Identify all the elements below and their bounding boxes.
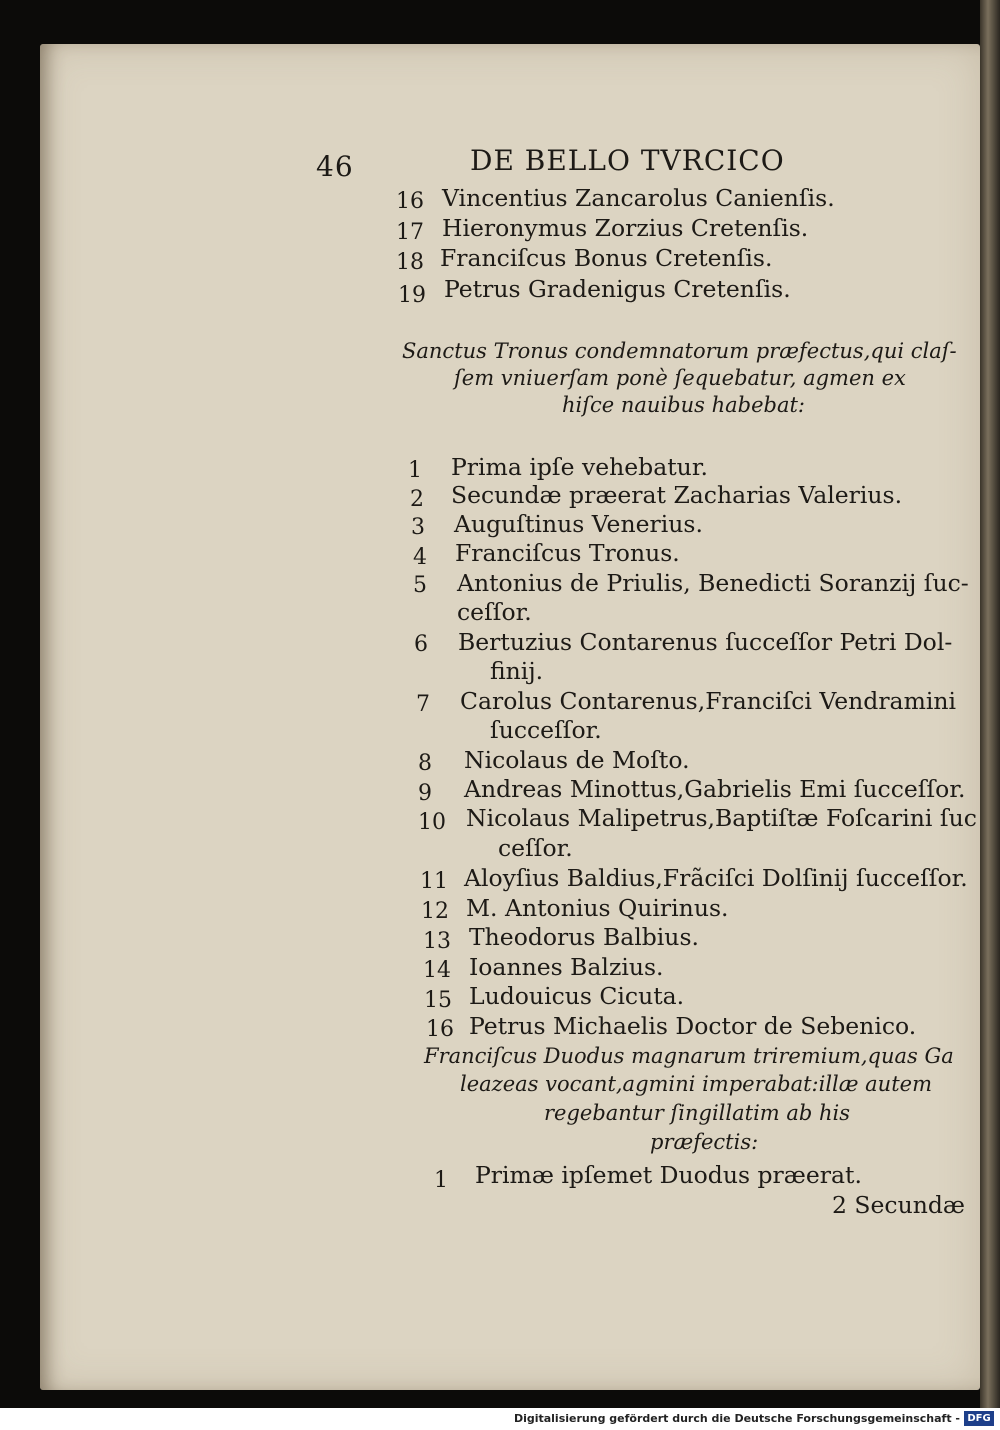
list-item-number: 18 [396, 250, 424, 275]
section-caption-line: hiſce nauibus habebat: [562, 393, 805, 417]
section-caption-line: Franciſcus Duodus magnarum triremium,quas Ga [424, 1044, 954, 1068]
funding-notice: Digitalisierung gefördert durch die Deutsche Forschungsgemeinschaft - [513, 1412, 960, 1425]
section-caption-line: regebantur ſingillatim ab his [544, 1101, 851, 1125]
list-item-text: Vincentius Zancarolus Canienſis. [442, 184, 835, 212]
list-item-text: Primæ ipſemet Duodus præerat. [475, 1161, 862, 1189]
list-item-text: M. Antonius Quirinus. [466, 894, 729, 922]
list-item-text: Auguſtinus Venerius. [454, 510, 703, 538]
catchword: 2 Secundæ [832, 1191, 965, 1219]
list-item-text: Nicolaus de Moſto. [464, 746, 690, 774]
list-item-number: 14 [423, 958, 451, 983]
list-item-number: 13 [423, 929, 451, 954]
section-caption-line: leazeas vocant,agmini imperabat:illæ autem [460, 1072, 932, 1096]
list-item-number: 6 [414, 632, 428, 657]
list-item-text: Hieronymus Zorzius Cretenſis. [442, 214, 809, 242]
list-item-text: Carolus Contarenus,Franciſci Vendramini [460, 687, 957, 715]
list-item-number: 9 [418, 781, 432, 806]
list-item-text-continuation: ſucceſſor. [490, 716, 602, 744]
dfg-logo: DFG [964, 1411, 994, 1426]
page-number: 46 [316, 150, 354, 183]
list-item-text: Petrus Michaelis Doctor de Sebenico. [469, 1012, 917, 1040]
list-item-text: Andreas Minottus,Gabrielis Emi ſucceſſor. [464, 775, 966, 803]
list-item-text: Secundæ præerat Zacharias Valerius. [451, 481, 903, 509]
running-head: DE BELLO TVRCICO [470, 144, 785, 177]
list-item-number: 10 [418, 810, 446, 835]
list-item-text: Theodorus Balbius. [469, 923, 699, 951]
page-edge [980, 0, 1000, 1408]
list-item-text: Aloyſius Baldius,Frãciſci Dolſinij ſucceſſor. [464, 864, 968, 892]
list-item-text-continuation: ceſſor. [498, 834, 573, 862]
list-item-number: 15 [424, 988, 452, 1013]
section-caption-line: præfectis: [650, 1130, 759, 1154]
list-item-number: 16 [396, 189, 424, 214]
list-item-number: 16 [426, 1017, 454, 1042]
footer-bar [0, 1408, 1000, 1430]
list-item-number: 5 [413, 573, 427, 598]
list-item-text-continuation: ceſſor. [457, 598, 532, 626]
list-item-number: 7 [416, 692, 430, 717]
list-item-number: 3 [411, 515, 425, 540]
section-caption-line: ſem vniuerſam ponè ſequebatur, agmen ex [454, 366, 906, 390]
list-item-number: 19 [398, 283, 426, 308]
list-item-text: Prima ipſe vehebatur. [451, 453, 708, 481]
list-item-number: 11 [420, 869, 448, 894]
list-item-text-continuation: finij. [490, 657, 544, 685]
list-item-text: Ioannes Balzius. [469, 953, 664, 981]
list-item-number: 8 [418, 751, 432, 776]
list-item-number: 1 [434, 1168, 448, 1193]
list-item-text: Nicolaus Malipetrus,Baptiſtæ Foſcarini ſuc [466, 804, 977, 832]
list-item-number: 2 [410, 487, 424, 512]
list-item-text: Antonius de Priulis, Benedicti Soranzij ſuc- [457, 569, 969, 597]
list-item-text: Bertuzius Contarenus ſucceſſor Petri Dol- [458, 628, 953, 656]
list-item-number: 12 [421, 899, 449, 924]
list-item-number: 17 [396, 220, 424, 245]
list-item-text: Franciſcus Tronus. [455, 539, 680, 567]
list-item-number: 4 [413, 545, 427, 570]
section-caption-line: Sanctus Tronus condemnatorum præfectus,qui claſ- [402, 339, 957, 363]
list-item-number: 1 [408, 458, 422, 483]
list-item-text: Ludouicus Cicuta. [469, 982, 685, 1010]
list-item-text: Petrus Gradenigus Cretenſis. [444, 275, 791, 303]
list-item-text: Franciſcus Bonus Cretenſis. [440, 244, 773, 272]
